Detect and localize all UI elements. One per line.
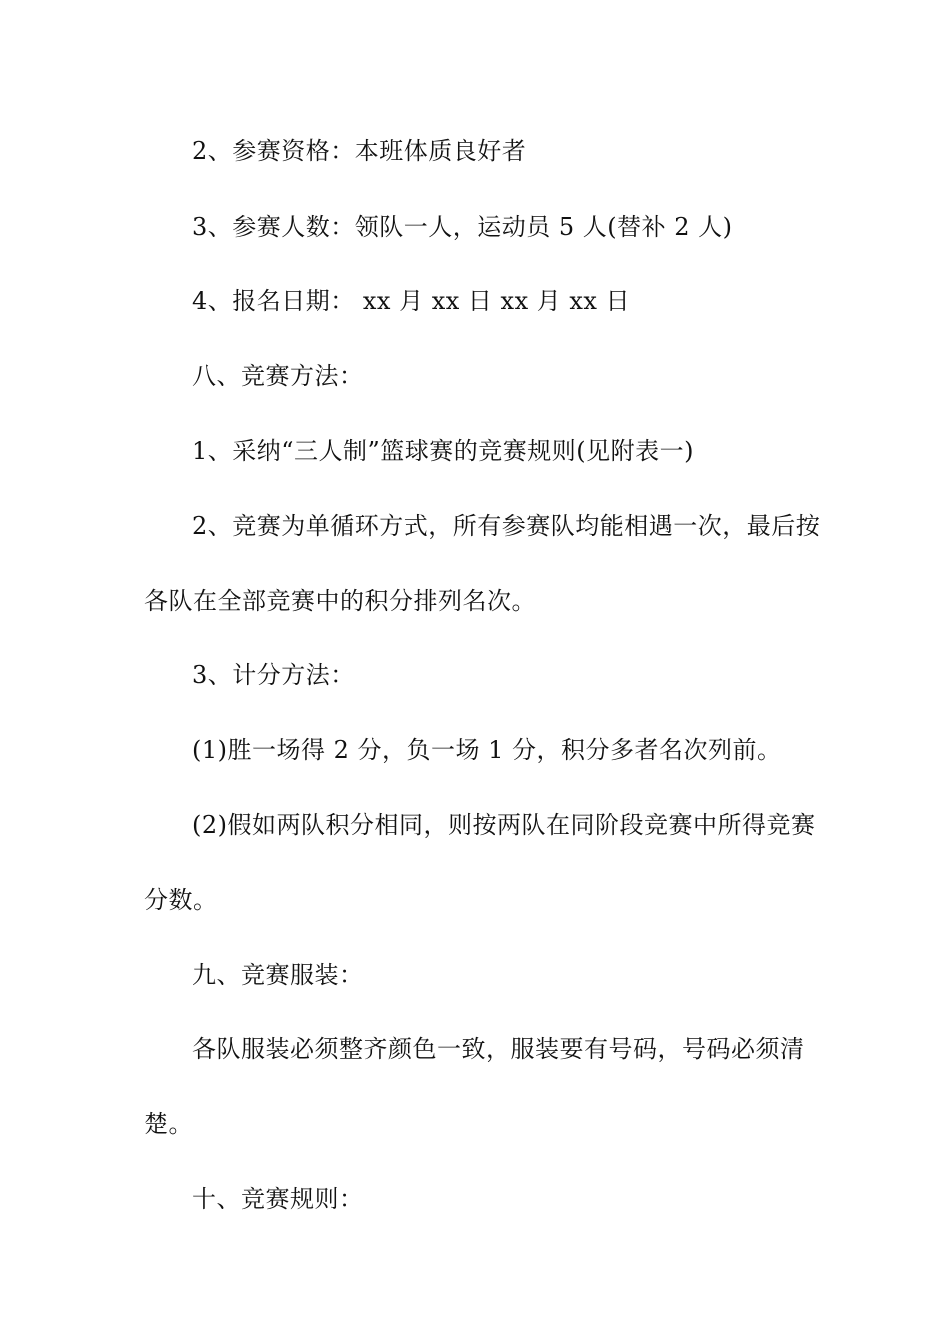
- text-line-continuation: 各队在全部竞赛中的积分排列名次。: [144, 587, 536, 615]
- text-line: 4、报名日期： xx 月 xx 日 xx 月 xx 日: [192, 287, 631, 315]
- text-line: 2、参赛资格：本班体质良好者: [192, 137, 527, 165]
- text-line-continuation: 分数。: [144, 886, 218, 914]
- section-heading: 八、竞赛方法：: [192, 362, 364, 390]
- text-line: (1)胜一场得 2 分，负一场 1 分，积分多者名次列前。: [192, 736, 782, 764]
- text-line: 3、计分方法：: [192, 661, 355, 689]
- text-line: (2)假如两队积分相同，则按两队在同阶段竞赛中所得竞赛: [192, 811, 816, 839]
- section-heading: 十、竞赛规则：: [192, 1185, 364, 1213]
- text-line: 2、竞赛为单循环方式，所有参赛队均能相遇一次，最后按: [192, 512, 821, 540]
- text-line: 各队服装必须整齐颜色一致，服装要有号码，号码必须清: [192, 1035, 805, 1063]
- section-heading: 九、竞赛服装：: [192, 961, 364, 989]
- text-line: 3、参赛人数：领队一人，运动员 5 人(替补 2 人): [192, 213, 733, 241]
- text-line-continuation: 楚。: [144, 1110, 193, 1138]
- text-line: 1、采纳“三人制”篮球赛的竞赛规则(见附表一): [192, 437, 695, 465]
